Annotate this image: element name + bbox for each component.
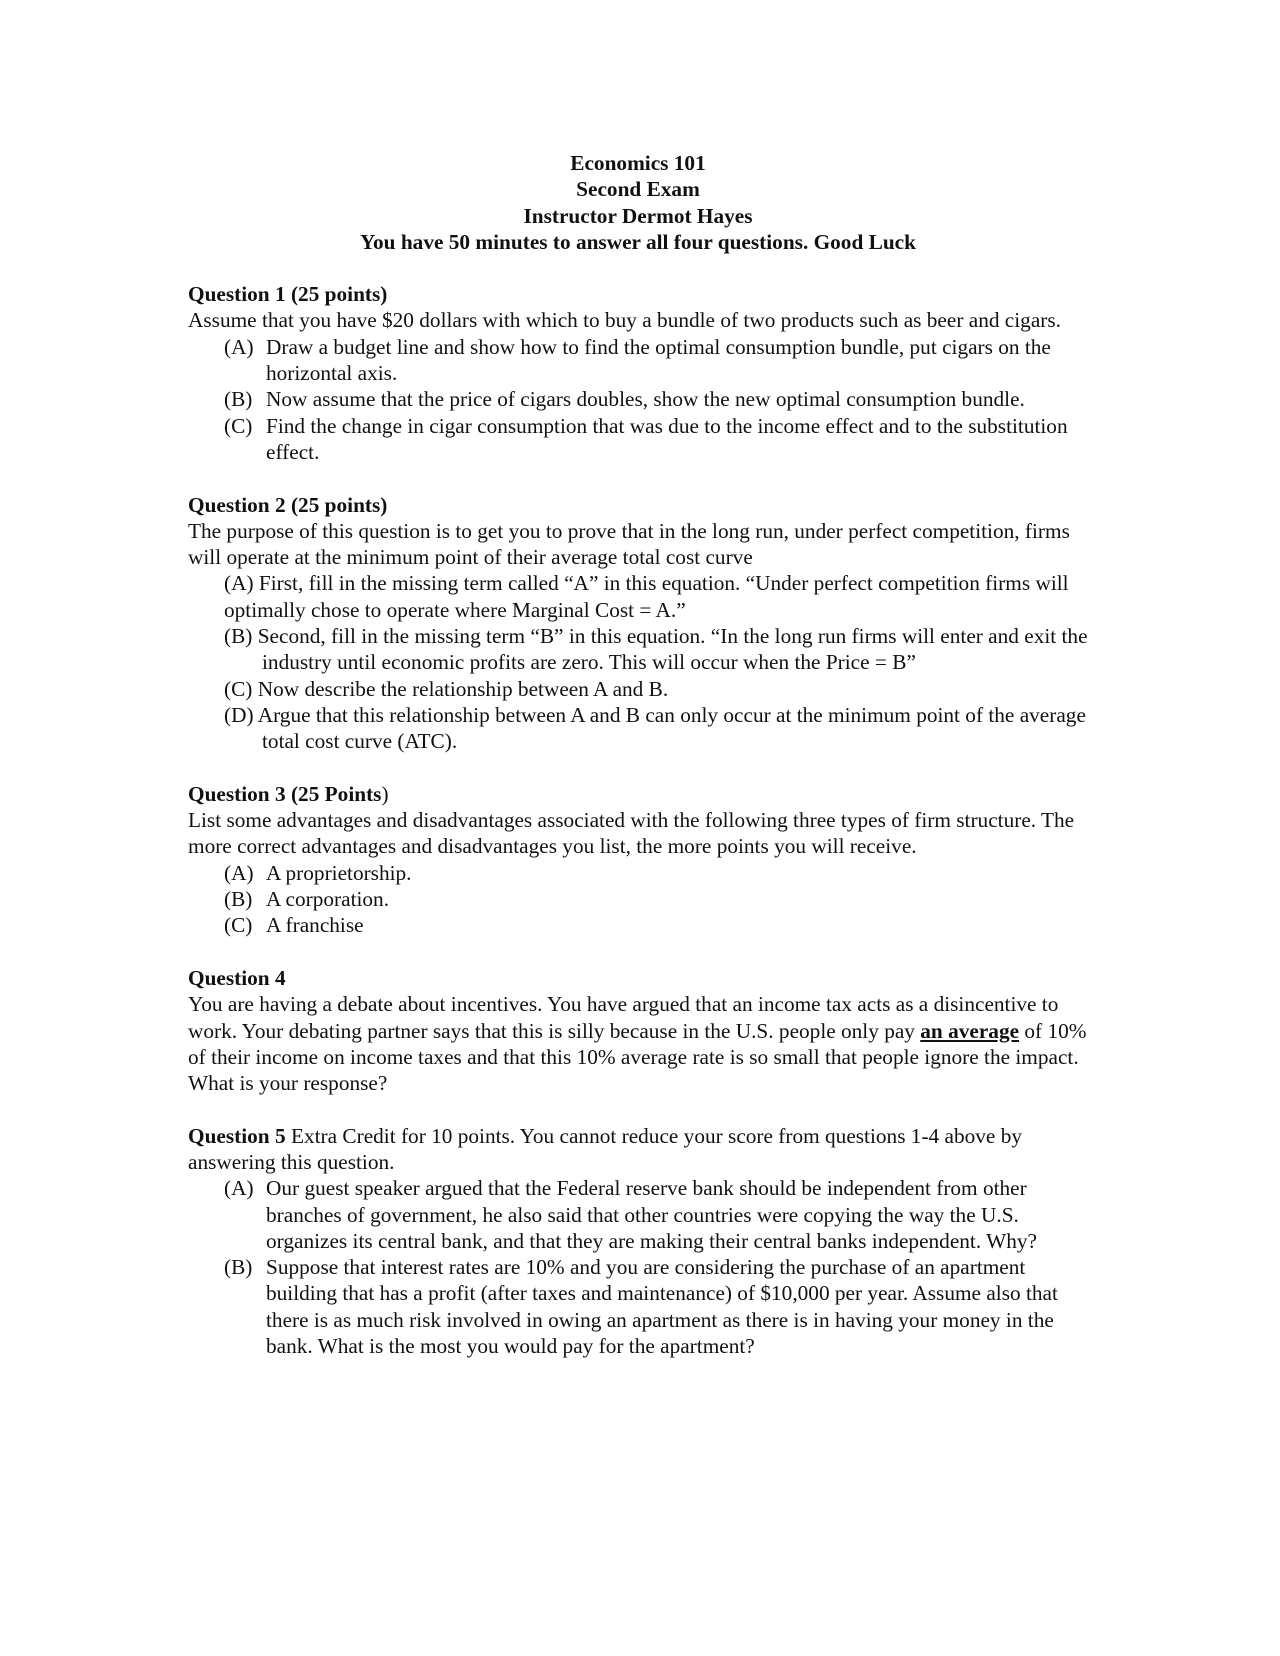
part-label: (B) xyxy=(224,887,253,912)
question-4 xyxy=(188,965,1088,1096)
part-text: Find the change in cigar consumption that was due to the income effect and to the substitution effect. xyxy=(266,413,1068,464)
part-text: Our guest speaker argued that the Federal reserve bank should be independent from other branches of government, he also said that other countries were copying the way the U.S. organizes its central bank, and that they are making their central banks independent. Why? xyxy=(266,1176,1037,1253)
question-2-part-a: (A) First, fill in the missing term called “A” in this equation. “Under perfect competition firms will optimally chose to operate where Marginal Cost = A.” xyxy=(224,571,1069,622)
question-4-title: Question 4 xyxy=(188,965,286,990)
part-label: (A) xyxy=(224,860,254,885)
part-text: Draw a budget line and show how to find the optimal consumption bundle, put cigars on the horizontal axis. xyxy=(266,334,1051,386)
question-3-title: Question 3 (25 Points xyxy=(188,781,382,806)
course-title: Economics 101 xyxy=(570,151,706,175)
question-5 xyxy=(188,1123,1088,1360)
question-1-part-b xyxy=(188,386,1088,412)
part-label: (B) xyxy=(224,1255,253,1280)
question-3-part-b xyxy=(188,886,1088,912)
part-label: (A) xyxy=(224,334,254,359)
question-1-intro: Assume that you have $20 dollars with which to buy a bundle of two products such as beer and cigars. xyxy=(188,308,1061,333)
question-3-part-a xyxy=(188,860,1088,886)
exam-instructions: You have 50 minutes to answer all four questions. Good Luck xyxy=(360,229,916,254)
part-label: (C) xyxy=(224,413,253,438)
question-2-part-b: (B) Second, fill in the missing term “B” in this equation. “In the long run firms will enter and exit the industry until economic profits are zero. This will occur when the Price = B” xyxy=(224,624,1088,675)
question-2-parts xyxy=(188,570,1088,754)
part-text: A franchise xyxy=(266,913,364,938)
question-1-part-c xyxy=(188,413,1088,466)
question-1-parts xyxy=(188,334,1088,465)
question-5-part-a xyxy=(188,1175,1088,1254)
exam-title: Second Exam xyxy=(576,177,700,202)
question-2 xyxy=(188,492,1088,755)
question-2-part-c: (C) Now describe the relationship between A and B. xyxy=(224,676,669,701)
part-text: A corporation. xyxy=(266,887,390,912)
question-3-part-c xyxy=(188,912,1088,938)
question-4-emphasis: an average xyxy=(920,1018,1020,1043)
question-2-title: Question 2 (25 points) xyxy=(188,492,388,517)
question-4-text-after: of 10% of their income on income taxes and that this 10% average rate is so small that people ignore the impact. What is your response? xyxy=(188,1018,1087,1096)
question-5-intro: Extra Credit for 10 points. You cannot reduce your score from questions 1-4 above by answering this question. xyxy=(188,1123,1022,1174)
part-text: Now assume that the price of cigars doubles, show the new optimal consumption bundle. xyxy=(266,387,1025,412)
part-text: Suppose that interest rates are 10% and you are considering the purchase of an apartment building that has a profit (after taxes and maintenance) of $10,000 per year. Assume also that there is as much risk involved in owing an apartment as there is in having your money in the bank. What is the most you would pay for the apartment? xyxy=(266,1255,1058,1359)
part-label: (C) xyxy=(224,913,253,938)
question-3 xyxy=(188,781,1088,939)
part-label: (B) xyxy=(224,387,253,412)
exam-header xyxy=(188,150,1088,255)
part-label: (A) xyxy=(224,1176,254,1201)
question-5-parts xyxy=(188,1175,1088,1359)
part-text: A proprietorship. xyxy=(266,860,412,885)
question-4-text-before: You are having a debate about incentives. You have argued that an income tax acts as a disincentive to work. Your debating partner says that this is silly because in the U.S. people only pay xyxy=(188,992,1059,1043)
question-5-part-b xyxy=(188,1254,1088,1359)
question-3-intro: List some advantages and disadvantages associated with the following three types of firm structure. The more correct advantages and disadvantages you list, the more points you will receive. xyxy=(188,808,1075,859)
question-3-title-line xyxy=(188,781,1088,807)
exam-page xyxy=(188,150,1088,1386)
instructor-name: Instructor Dermot Hayes xyxy=(523,203,753,228)
question-2-intro: The purpose of this question is to get you to prove that in the long run, under perfect competition, firms will operate at the minimum point of their average total cost curve xyxy=(188,518,1070,570)
question-4-intro xyxy=(188,991,1088,1096)
question-1-title: Question 1 (25 points) xyxy=(188,282,388,307)
question-3-title-close: ) xyxy=(381,781,389,806)
question-5-title: Question 5 xyxy=(188,1123,286,1148)
question-3-parts xyxy=(188,860,1088,939)
question-1-part-a xyxy=(188,334,1088,387)
question-1 xyxy=(188,281,1088,465)
question-2-part-d: (D) Argue that this relationship between A and B can only occur at the minimum point of the average total cost curve (ATC). xyxy=(224,702,1086,754)
question-5-intro-line xyxy=(188,1123,1088,1176)
